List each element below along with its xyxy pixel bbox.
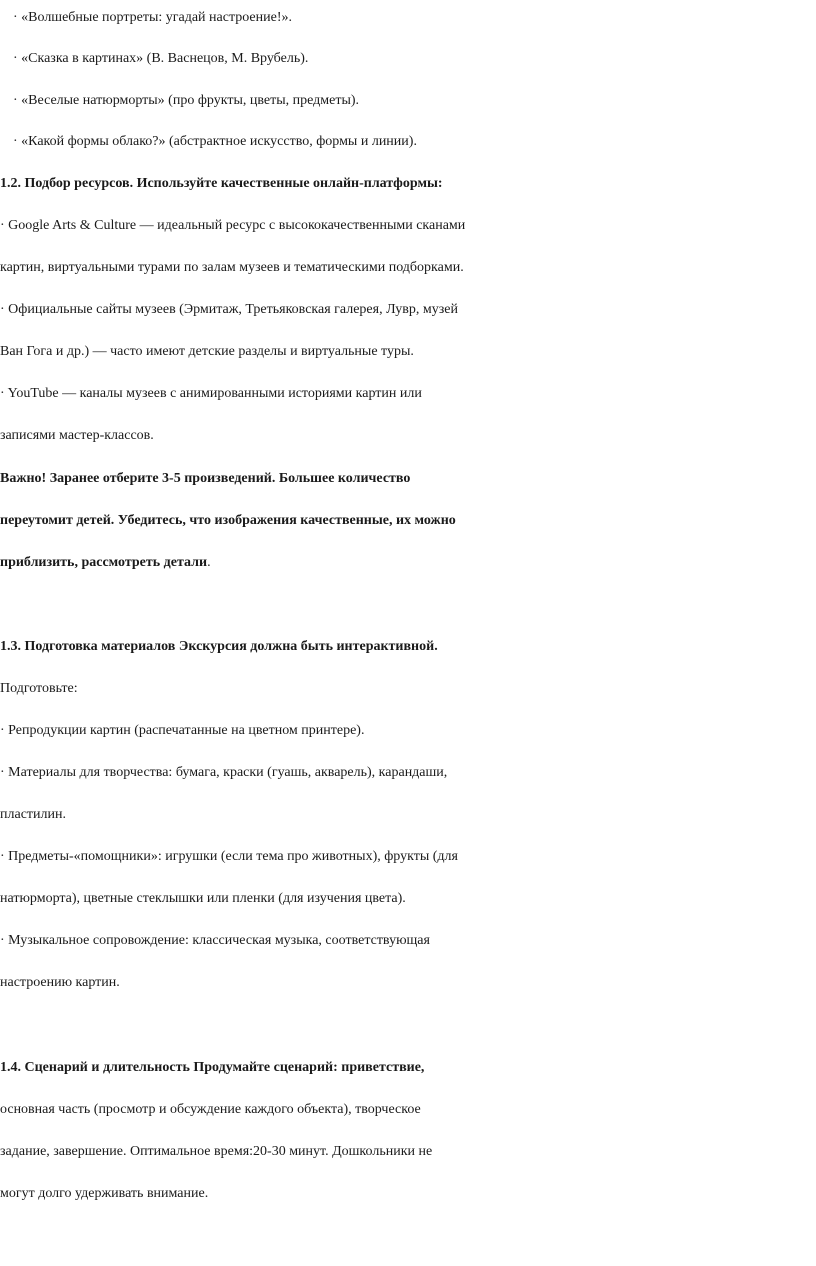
bullet-fairy-tale: · «Сказка в картинах» (В. Васнецов, М. Врубель). bbox=[13, 51, 309, 66]
resource-youtube-line1: · YouTube — каналы музеев с анимированными историями картин или bbox=[0, 386, 422, 401]
important-note-line2: переутомит детей. Убедитесь, что изображения качественные, их можно bbox=[0, 513, 456, 528]
material-music-line2: настроению картин. bbox=[0, 975, 120, 990]
section-1-4-heading: 1.4. Сценарий и длительность Продумайте сценарий: приветствие, bbox=[0, 1060, 425, 1075]
resource-google-arts-line2: картин, виртуальными турами по залам музеев и тематическими подборками. bbox=[0, 260, 464, 275]
section-1-4-line3: задание, завершение. Оптимальное время:20-30 минут. Дошкольники не bbox=[0, 1144, 433, 1159]
section-1-2-heading: 1.2. Подбор ресурсов. Используйте качественные онлайн-платформы: bbox=[0, 176, 443, 191]
resource-museum-sites-line2: Ван Гога и др.) — часто имеют детские разделы и виртуальные туры. bbox=[0, 344, 414, 359]
resource-youtube-line2: записями мастер-классов. bbox=[0, 428, 154, 443]
bullet-portraits: · «Волшебные портреты: угадай настроение!». bbox=[13, 10, 292, 25]
important-note-line3 bbox=[0, 548, 816, 578]
section-1-4-line4: могут долго удерживать внимание. bbox=[0, 1186, 209, 1201]
important-note-line1: Важно! Заранее отберите 3-5 произведений. Большее количество bbox=[0, 471, 411, 486]
important-note-period: . bbox=[207, 555, 211, 570]
material-creative-line2: пластилин. bbox=[0, 807, 66, 822]
resource-google-arts-line1: · Google Arts & Culture — идеальный ресурс с высококачественными сканами bbox=[0, 218, 466, 233]
resource-museum-sites-line1: · Официальные сайты музеев (Эрмитаж, Третьяковская галерея, Лувр, музей bbox=[0, 302, 458, 317]
material-music-line1: · Музыкальное сопровождение: классическая музыка, соответствующая bbox=[0, 933, 430, 948]
bullet-cloud-shape: · «Какой формы облако?» (абстрактное искусство, формы и линии). bbox=[13, 134, 417, 149]
material-reproductions: · Репродукции картин (распечатанные на цветном принтере). bbox=[0, 723, 365, 738]
section-1-3-intro: Подготовьте: bbox=[0, 681, 78, 696]
material-helpers-line2: натюрморта), цветные стеклышки или пленки (для изучения цвета). bbox=[0, 891, 406, 906]
material-creative-line1: · Материалы для творчества: бумага, краски (гуашь, акварель), карандаши, bbox=[0, 765, 448, 780]
material-helpers-line1: · Предметы-«помощники»: игрушки (если тема про животных), фрукты (для bbox=[0, 849, 458, 864]
section-1-3-heading: 1.3. Подготовка материалов Экскурсия должна быть интерактивной. bbox=[0, 639, 438, 654]
important-note-line3-text: приблизить, рассмотреть детали bbox=[0, 555, 208, 570]
bullet-still-life: · «Веселые натюрморты» (про фрукты, цветы, предметы). bbox=[13, 93, 360, 108]
section-1-4-line2: основная часть (просмотр и обсуждение каждого объекта), творческое bbox=[0, 1102, 421, 1117]
